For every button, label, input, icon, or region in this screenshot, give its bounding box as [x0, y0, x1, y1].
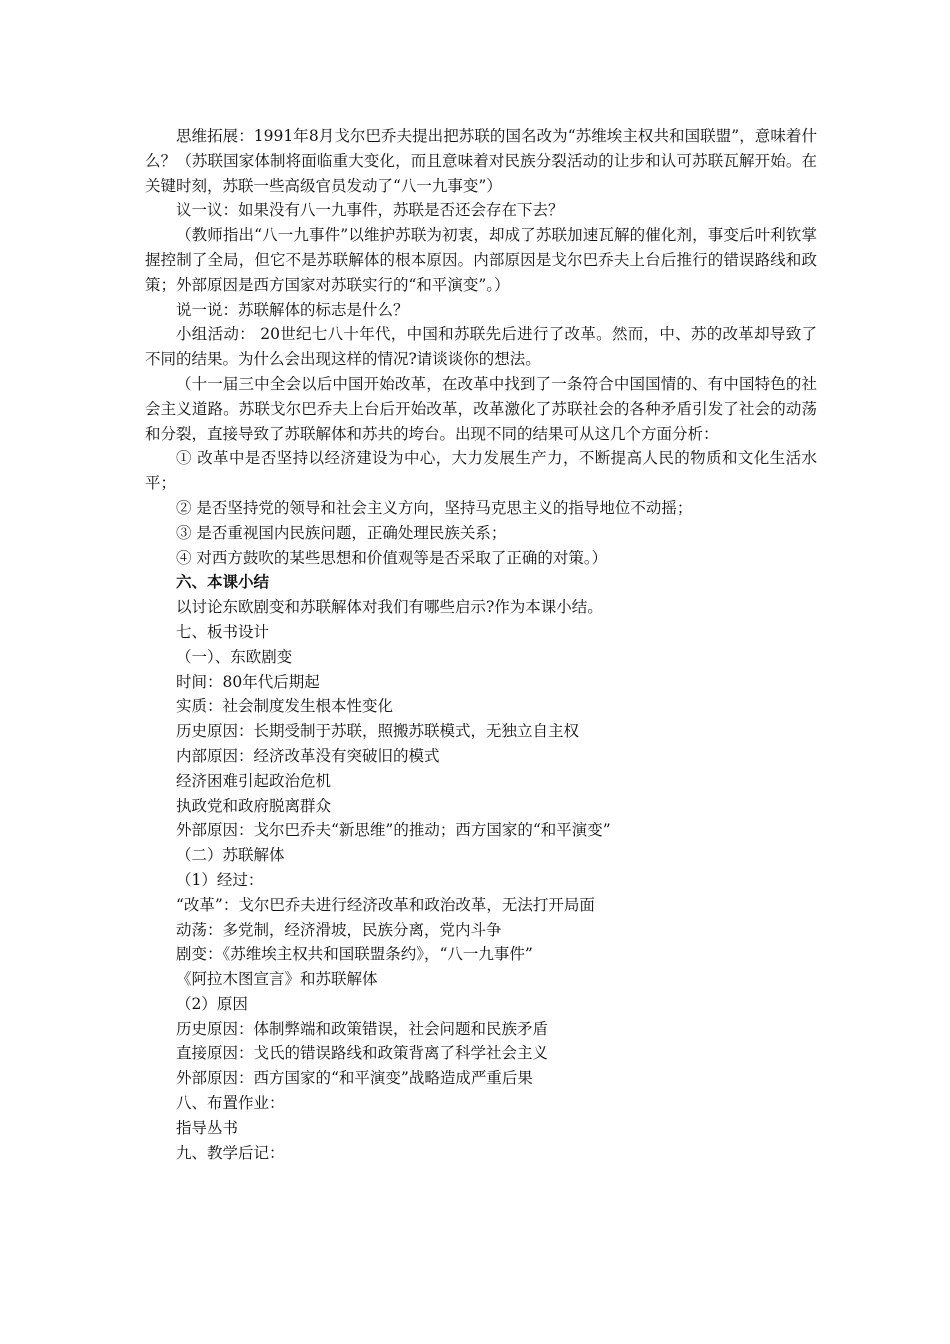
postscript-heading: 九、教学后记：: [176, 1143, 285, 1162]
board-line: 动荡：多党制，经济滑坡，民族分离，党内斗争: [176, 920, 502, 939]
discussion-question: 议一议：如果没有八一九事件，苏联是否还会存在下去？: [176, 201, 564, 220]
board-line: 历史原因：体制弊端和政策错误，社会问题和民族矛盾: [176, 1019, 549, 1038]
analysis-point-1: ① 改革中是否坚持以经济建设为中心，大力发展生产力，不断提高人民的物质和文化生活水平；: [145, 449, 817, 493]
board-line: （一）、东欧剧变: [176, 647, 293, 666]
board-line: 时间：80年代后期起: [176, 672, 320, 691]
summary-heading: 六、本课小结: [176, 572, 270, 592]
analysis-point-2: ② 是否坚持党的领导和社会主义方向，坚持马克思主义的指导地位不动摇；: [176, 498, 693, 517]
board-line: 实质：社会制度发生根本性变化: [176, 697, 394, 716]
analysis-point-3: ③ 是否重视国内民族问题，正确处理民族关系；: [176, 523, 507, 542]
board-line: 经济困难引起政治危机: [176, 771, 332, 790]
board-line: 执政党和政府脱离群众: [176, 796, 332, 815]
thinking-extension-paragraph: 思维拓展：1991年8月戈尔巴乔夫提出把苏联的国名改为“苏维埃主权共和国联盟”，意味着什么？（苏联国家体制将面临重大变化，而且意味着对民族分裂活动的让步和认可苏联瓦解开始。在关键时刻，苏联一些高级官员发动了“八一九事变”）: [145, 127, 817, 195]
group-activity-paragraph: 小组活动： 20世纪七八十年代，中国和苏联先后进行了改革。然而，中、苏的改革却导致了不同的结果。为什么会出现这样的情况?请谈谈你的想法。: [145, 325, 817, 369]
board-line: 内部原因：经济改革没有突破旧的模式: [176, 746, 440, 765]
teacher-note-paragraph: （教师指出“八一九事件”以维护苏联为初衷，却成了苏联加速瓦解的催化剂，事变后叶利钦掌握控制了全局，但它不是苏联解体的根本原因。内部原因是戈尔巴乔夫上台后推行的错误路线和政策；外部原因是西方国家对苏联实行的“和平演变”。）: [145, 226, 817, 294]
summary-text: 以讨论东欧剧变和苏联解体对我们有哪些启示?作为本课小结。: [176, 598, 603, 617]
homework-text: 指导丛书: [176, 1118, 239, 1137]
board-line: 剧变：《苏维埃主权共和国联盟条约》，“八一九事件”: [176, 945, 533, 964]
analysis-paragraph: （十一届三中全会以后中国开始改革，在改革中找到了一条符合中国国情的、有中国特色的社会主义道路。苏联戈尔巴乔夫上台后开始改革，改革激化了苏联社会的各种矛盾引发了社会的动荡和分裂，直接导致了苏联解体和苏共的垮台。出现不同的结果可从这几个方面分析：: [145, 374, 817, 443]
board-heading: 七、板书设计: [176, 622, 270, 641]
board-line: （1）经过：: [176, 870, 264, 889]
homework-heading: 八、布置作业：: [176, 1094, 285, 1113]
document-body: [145, 124, 817, 1165]
board-line: 历史原因：长期受制于苏联，照搬苏联模式，无独立自主权: [176, 722, 580, 741]
board-line: 外部原因：西方国家的“和平演变”战略造成严重后果: [176, 1069, 533, 1088]
analysis-point-4: ④ 对西方鼓吹的某些思想和价值观等是否采取了正确的对策。）: [176, 548, 608, 567]
board-line: （2）原因: [176, 994, 248, 1013]
board-line: （二）苏联解体: [176, 846, 285, 865]
board-line: 《阿拉木图宣言》和苏联解体: [176, 970, 378, 989]
board-line: “改革”：戈尔巴乔夫进行经济改革和政治改革，无法打开局面: [176, 895, 595, 914]
board-line: 外部原因：戈尔巴乔夫“新思维”的推动；西方国家的“和平演变”: [176, 821, 611, 840]
speak-question: 说一说：苏联解体的标志是什么？: [176, 300, 409, 319]
board-line: 直接原因：戈氏的错误路线和政策背离了科学社会主义: [176, 1044, 549, 1063]
